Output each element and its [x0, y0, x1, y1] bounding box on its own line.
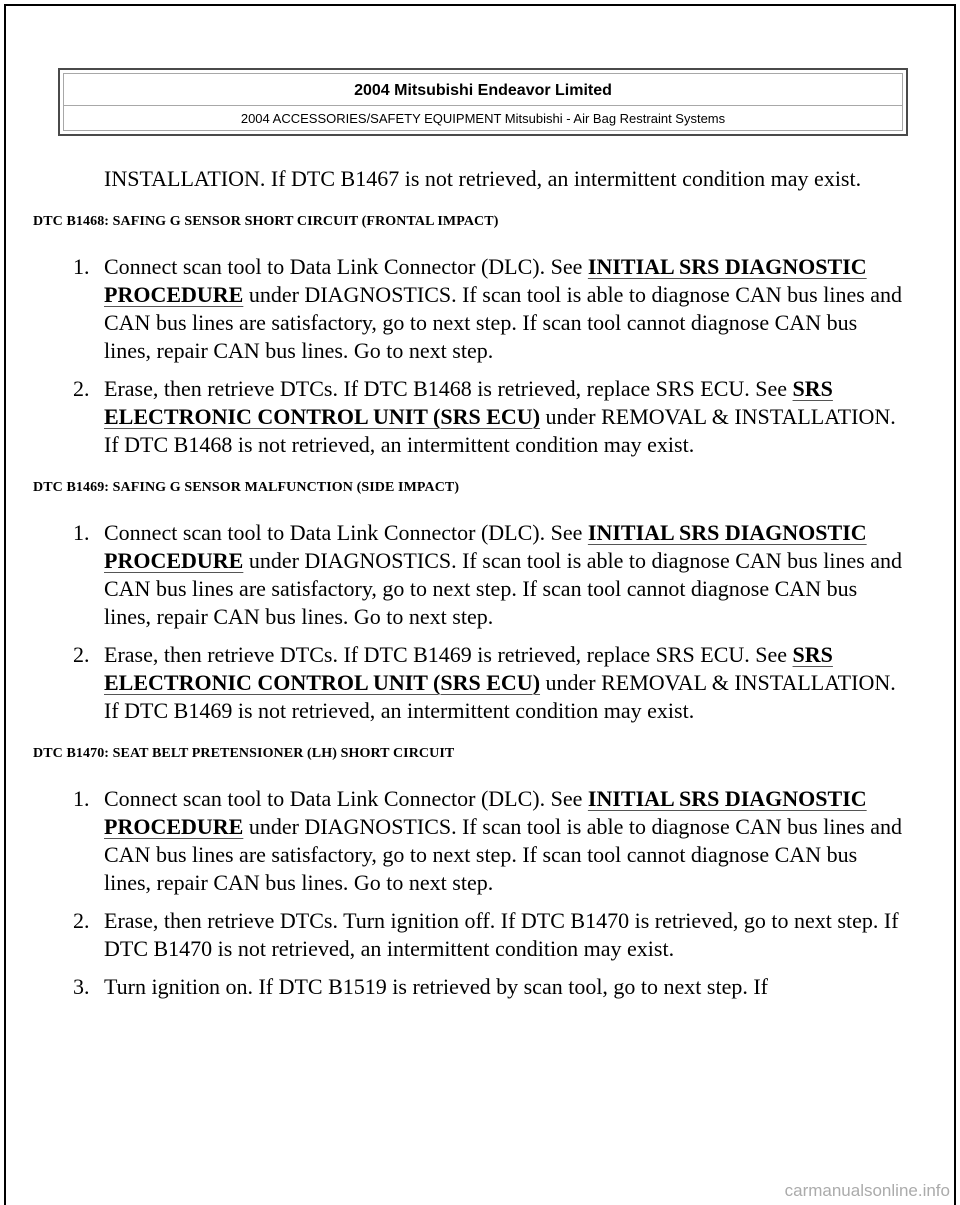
step-text: Erase, then retrieve DTCs. Turn ignition off. If DTC B1470 is retrieved, go to next step. If DTC B1470 is not retrieved, an intermittent condition may exist.: [104, 908, 899, 961]
initial-srs-diagnostic-procedure-link[interactable]: INITIAL SRS DIAGNOSTIC PROCEDURE: [104, 520, 867, 573]
steps-list-b1469: [0, 519, 960, 725]
step-text: Erase, then retrieve DTCs. If DTC B1469 is retrieved, replace SRS ECU. See: [104, 642, 793, 667]
step-number: 2.: [73, 376, 90, 401]
step-text: under REMOVAL & INSTALLATION. If DTC B1468 is not retrieved, an intermittent condition may exist.: [104, 404, 896, 457]
document-header: [58, 68, 908, 136]
watermark: carmanualsonline.info: [784, 1181, 950, 1200]
header-inner-border: [63, 73, 903, 131]
dtc-heading-b1468: DTC B1468: SAFING G SENSOR SHORT CIRCUIT (FRONTAL IMPACT): [33, 214, 499, 229]
step-item: [73, 375, 904, 459]
srs-ecu-link[interactable]: SRS ELECTRONIC CONTROL UNIT (SRS ECU): [104, 642, 833, 695]
dtc-heading-b1470: DTC B1470: SEAT BELT PRETENSIONER (LH) SHORT CIRCUIT: [33, 746, 455, 761]
initial-srs-diagnostic-procedure-link[interactable]: INITIAL SRS DIAGNOSTIC PROCEDURE: [104, 254, 867, 307]
step-text: under DIAGNOSTICS. If scan tool is able to diagnose CAN bus lines and CAN bus lines are satisfactory, go to next step. If scan tool cannot diagnose CAN bus lines, repair CAN bus lines. Go to next step.: [104, 548, 903, 629]
step-item: [73, 785, 904, 897]
srs-ecu-link[interactable]: SRS ELECTRONIC CONTROL UNIT (SRS ECU): [104, 376, 833, 429]
steps-list-b1470: [0, 785, 960, 1001]
document-body: [0, 165, 960, 1001]
header-title: 2004 Mitsubishi Endeavor Limited: [354, 82, 612, 99]
header-divider: [64, 105, 902, 106]
step-text: Connect scan tool to Data Link Connector (DLC). See: [104, 520, 588, 545]
step-item: [73, 907, 904, 963]
steps-list-b1468: [0, 253, 960, 459]
step-text: under DIAGNOSTICS. If scan tool is able to diagnose CAN bus lines and CAN bus lines are satisfactory, go to next step. If scan tool cannot diagnose CAN bus lines, repair CAN bus lines. Go to next step.: [104, 282, 903, 363]
step-item: [73, 641, 904, 725]
step-text: Erase, then retrieve DTCs. If DTC B1468 is retrieved, replace SRS ECU. See: [104, 376, 793, 401]
step-item: [73, 253, 904, 365]
step-number: 1.: [73, 786, 90, 811]
step-number: 1.: [73, 254, 90, 279]
step-number: 2.: [73, 642, 90, 667]
step-number: 3.: [73, 974, 90, 999]
step-text: Turn ignition on. If DTC B1519 is retrieved by scan tool, go to next step. If: [104, 974, 769, 999]
header-subtitle: 2004 ACCESSORIES/SAFETY EQUIPMENT Mitsubishi - Air Bag Restraint Systems: [240, 111, 726, 126]
dtc-heading-b1469: DTC B1469: SAFING G SENSOR MALFUNCTION (SIDE IMPACT): [33, 480, 460, 495]
step-number: 2.: [73, 908, 90, 933]
step-text: under REMOVAL & INSTALLATION. If DTC B1469 is not retrieved, an intermittent condition may exist.: [104, 670, 896, 723]
step-text: under DIAGNOSTICS. If scan tool is able to diagnose CAN bus lines and CAN bus lines are satisfactory, go to next step. If scan tool cannot diagnose CAN bus lines, repair CAN bus lines. Go to next step.: [104, 814, 903, 895]
step-text: Connect scan tool to Data Link Connector (DLC). See: [104, 254, 588, 279]
step-item: [73, 973, 904, 1001]
continuation-text: INSTALLATION. If DTC B1467 is not retrieved, an intermittent condition may exist.: [104, 166, 862, 191]
initial-srs-diagnostic-procedure-link[interactable]: INITIAL SRS DIAGNOSTIC PROCEDURE: [104, 786, 867, 839]
step-number: 1.: [73, 520, 90, 545]
step-text: Connect scan tool to Data Link Connector (DLC). See: [104, 786, 588, 811]
step-item: [73, 519, 904, 631]
